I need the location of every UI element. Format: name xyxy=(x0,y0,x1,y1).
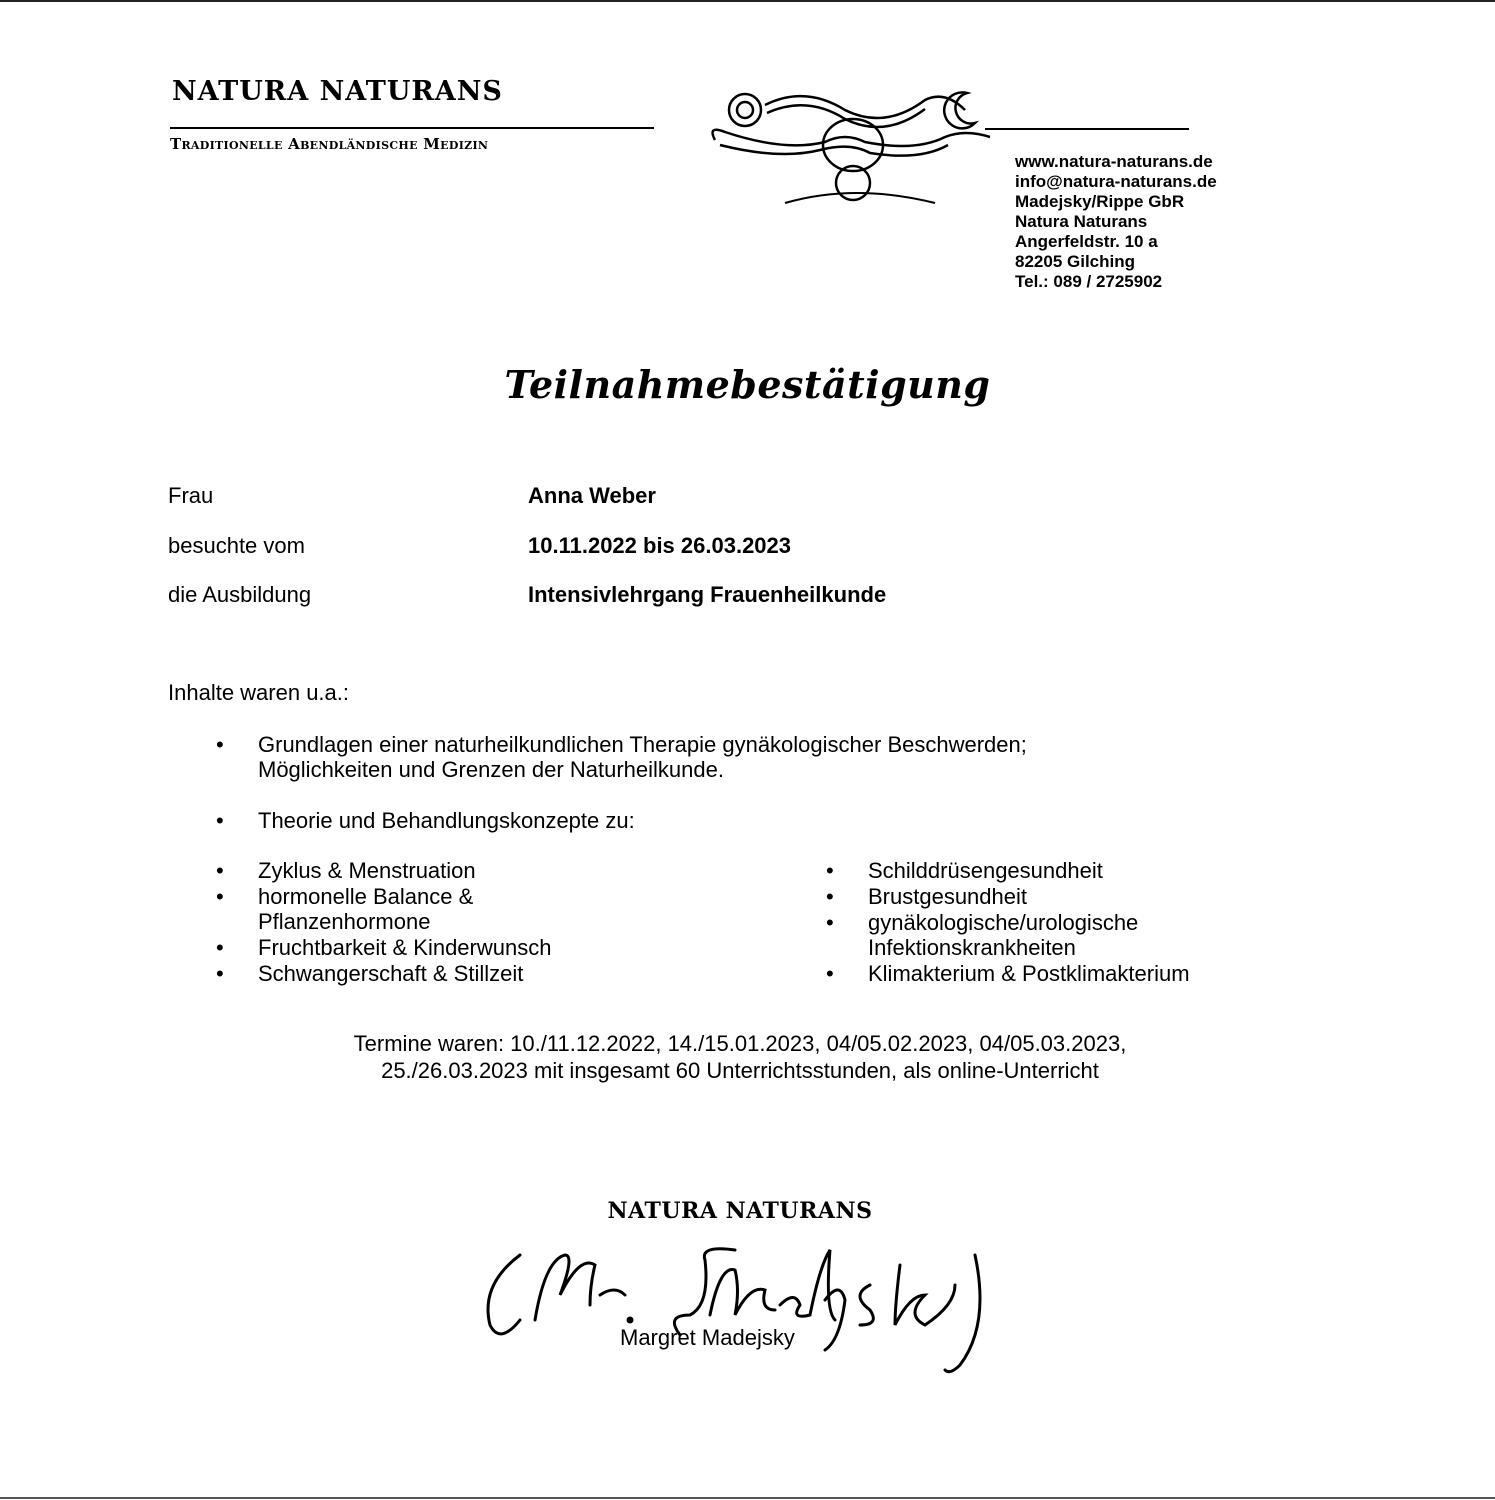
list-item: • Klimakterium & Postklimakterium xyxy=(826,961,1190,986)
list-item: • Fruchtbarkeit & Kinderwunsch xyxy=(216,935,552,960)
bullet-icon: • xyxy=(826,910,834,935)
list-item: • hormonelle Balance & Pflanzenhormone xyxy=(216,884,474,934)
address-block xyxy=(1015,152,1217,292)
list-item: • Grundlagen einer naturheilkundlichen Therapie gynäkologischer Beschwerden; Möglichkeiten und Grenzen der Naturheilkunde. xyxy=(216,732,1027,782)
label-salutation: Frau xyxy=(168,483,214,508)
bullet-icon: • xyxy=(826,884,834,909)
bullet-icon: • xyxy=(216,935,224,960)
document-title: Teilnahmebestätigung xyxy=(504,362,991,407)
bullet-icon: • xyxy=(216,961,224,986)
brand-tagline: Traditionelle Abendländische Medizin xyxy=(170,135,489,153)
list-item: • Schwangerschaft & Stillzeit xyxy=(216,961,524,986)
bullet-icon: • xyxy=(826,858,834,883)
bullet-icon: • xyxy=(216,884,224,909)
divider xyxy=(170,127,654,129)
company-name: Natura Naturans xyxy=(1015,212,1148,231)
brand-name: NATURA NATURANS xyxy=(172,76,503,107)
bullet-icon: • xyxy=(216,808,224,833)
bullet-icon: • xyxy=(216,858,224,883)
list-item: • Zyklus & Menstruation xyxy=(216,858,476,883)
handwritten-signature xyxy=(480,1235,990,1375)
bullet-icon: • xyxy=(216,732,224,757)
list-item: • Schilddrüsengesundheit xyxy=(826,858,1103,883)
website: www.natura-naturans.de xyxy=(1015,152,1213,171)
divider xyxy=(985,128,1189,130)
course-name: Intensivlehrgang Frauenheilkunde xyxy=(528,582,887,607)
email: info@natura-naturans.de xyxy=(1015,172,1217,191)
signature-brand: NATURA NATURANS xyxy=(607,1198,873,1224)
phone: Tel.: 089 / 2725902 xyxy=(1015,272,1163,291)
participant-name: Anna Weber xyxy=(528,483,656,508)
dragon-emblem-icon xyxy=(705,85,995,210)
city: 82205 Gilching xyxy=(1015,252,1135,271)
course-dates: Termine waren: 10./11.12.2022, 14./15.01.2023, 04/05.02.2023, 04/05.03.2023, 25./26.03.2023 mit insgesamt 60 Unterrichtsstunden, als online-Unterricht xyxy=(353,1031,1127,1083)
list-item: • Brustgesundheit xyxy=(826,884,1027,909)
label-period: besuchte vom xyxy=(168,533,305,558)
list-item: • Theorie und Behandlungskonzepte zu: xyxy=(216,808,635,833)
list-item: • gynäkologische/urologische Infektionskrankheiten xyxy=(826,910,1139,960)
signer-name: Margret Madejsky xyxy=(620,1325,795,1350)
scan-edge-top xyxy=(0,0,1495,2)
label-course: die Ausbildung xyxy=(168,582,312,607)
company: Madejsky/Rippe GbR xyxy=(1015,192,1185,211)
bullet-icon: • xyxy=(826,961,834,986)
course-period: 10.11.2022 bis 26.03.2023 xyxy=(528,533,792,558)
street: Angerfeldstr. 10 a xyxy=(1015,232,1158,251)
scan-edge-bottom xyxy=(0,1497,1495,1499)
contents-heading: Inhalte waren u.a.: xyxy=(168,680,350,705)
